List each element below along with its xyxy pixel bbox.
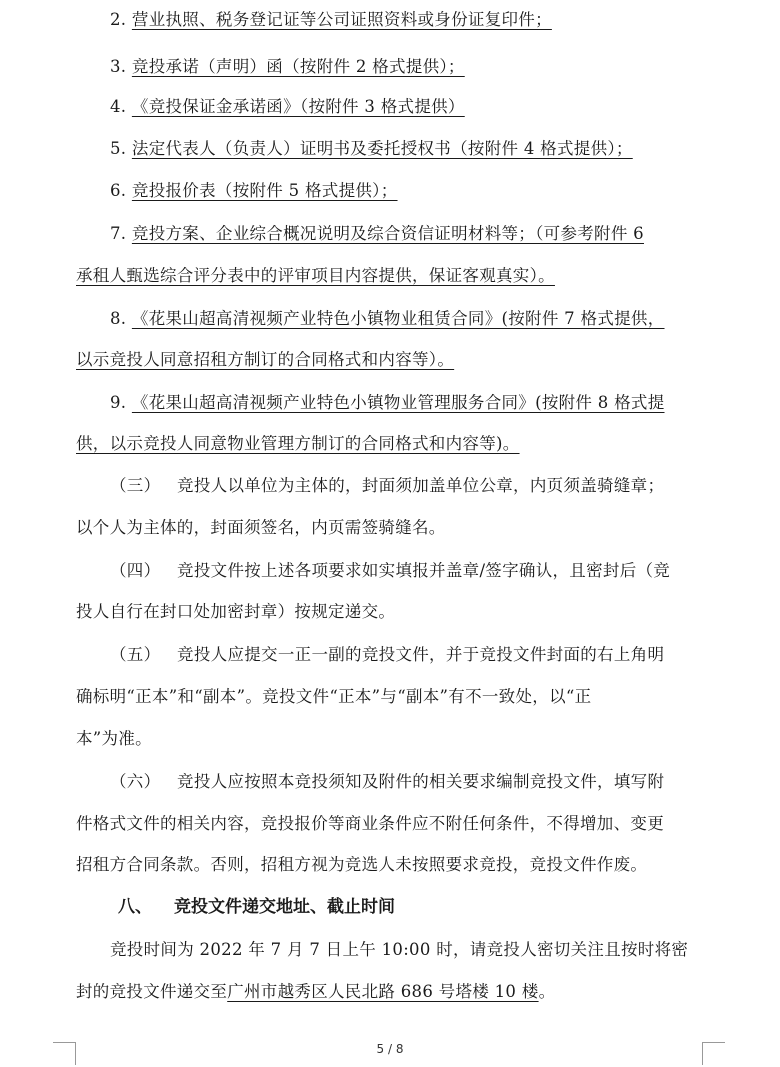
- paragraph-continuation: [76, 812, 701, 836]
- item-text: 《花果山超高清视频产业特色小镇物业租赁合同》(按附件 7 格式提供，: [131, 309, 665, 328]
- item-text: 以示竞投人同意招租方制订的合同格式和内容等）。: [76, 350, 455, 369]
- list-item: [76, 222, 735, 246]
- item-number: 7.: [110, 224, 127, 243]
- item-text: 供，以示竞投人同意物业管理方制订的合同格式和内容等)。: [76, 434, 520, 453]
- item-number: 6.: [110, 181, 127, 200]
- paragraph-text: 竞投时间为 2022 年 7 月 7 日上午 10:00 时，请竞投人密切关注且按时将密: [110, 940, 689, 959]
- item-number: 9.: [110, 393, 127, 412]
- list-item: [76, 307, 735, 331]
- list-item: [76, 95, 735, 119]
- paragraph-text: 件格式文件的相关内容，竞投报价等商业条件应不附任何条件，不得增加、变更: [76, 814, 664, 833]
- item-text: 竞投报价表（按附件 5 格式提供）；: [131, 181, 398, 200]
- paragraph-text: 。: [538, 982, 556, 1001]
- paragraph-text: 竞投人应提交一正一副的竞投文件，并于竞投文件封面的右上角明: [177, 645, 665, 664]
- item-number: 4.: [110, 97, 127, 116]
- list-item: [76, 8, 735, 32]
- paragraph-continuation: [76, 853, 701, 877]
- address-text: 广州市越秀区人民北路 686 号塔楼 10 楼: [227, 982, 539, 1001]
- paragraph: [76, 770, 735, 794]
- section-title: 竞投文件递交地址、截止时间: [174, 897, 395, 917]
- paragraph-label: （五）: [110, 645, 161, 664]
- list-item-continuation: [76, 348, 701, 372]
- paragraph-continuation: [76, 727, 701, 751]
- item-text: 《花果山超高清视频产业特色小镇物业管理服务合同》(按附件 8 格式提: [131, 393, 665, 412]
- paragraph-text: 以个人为主体的，封面须签名，内页需签骑缝名。: [76, 518, 446, 537]
- item-number: 5.: [110, 139, 127, 158]
- paragraph-text: 本”为准。: [76, 729, 152, 748]
- paragraph: [76, 474, 735, 498]
- paragraph-continuation: [76, 980, 701, 1004]
- list-item-continuation: [76, 432, 701, 456]
- item-text: 竞投方案、企业综合概况说明及综合资信证明材料等；（可参考附件 6: [131, 224, 644, 243]
- page-number: 5 / 8: [376, 1042, 404, 1056]
- paragraph-text: 竞投文件按上述各项要求如实填报并盖章/签字确认，且密封后（竞: [177, 561, 671, 580]
- item-text: 《竞投保证金承诺函》（按附件 3 格式提供）: [131, 97, 465, 116]
- paragraph-continuation: [76, 685, 701, 709]
- list-item: [76, 391, 735, 415]
- paragraph-text: 封的竞投文件递交至: [76, 982, 228, 1001]
- item-text: 竞投承诺（声明）函（按附件 2 格式提供）；: [131, 57, 465, 76]
- list-item: [76, 137, 735, 161]
- paragraph-continuation: [76, 516, 701, 540]
- item-number: 8.: [110, 309, 127, 328]
- paragraph-text: 确标明“正本”和“副本”。竞投文件“正本”与“副本”有不一致处，以“正: [76, 687, 592, 706]
- paragraph-label: （三）: [110, 476, 161, 495]
- item-number: 3.: [110, 57, 127, 76]
- item-text: 法定代表人（负责人）证明书及委托授权书（按附件 4 格式提供）；: [131, 139, 633, 158]
- paragraph-text: 投人自行在封口处加密封章）按规定递交。: [76, 602, 396, 621]
- item-text: 承租人甄选综合评分表中的评审项目内容提供，保证客观真实）。: [76, 266, 555, 285]
- item-number: 2.: [110, 10, 127, 29]
- paragraph: [76, 643, 735, 667]
- item-text: 营业执照、税务登记证等公司证照资料或身份证复印件；: [131, 10, 552, 29]
- paragraph-text: 竞投人以单位为主体的，封面须加盖单位公章，内页须盖骑缝章；: [177, 476, 665, 495]
- paragraph: [76, 559, 735, 583]
- paragraph-continuation: [76, 600, 701, 624]
- paragraph-label: （四）: [110, 561, 161, 580]
- list-item: [76, 179, 735, 203]
- paragraph-label: （六）: [110, 772, 161, 791]
- list-item: [76, 55, 735, 79]
- section-number: 八、: [118, 897, 152, 917]
- paragraph-text: 竞投人应按照本竞投须知及附件的相关要求编制竞投文件，填写附: [177, 772, 665, 791]
- paragraph-text: 招租方合同条款。否则，招租方视为竞选人未按照要求竞投，竞投文件作废。: [76, 855, 648, 874]
- paragraph: [76, 938, 735, 962]
- section-heading: [118, 895, 395, 919]
- list-item-continuation: [76, 264, 701, 288]
